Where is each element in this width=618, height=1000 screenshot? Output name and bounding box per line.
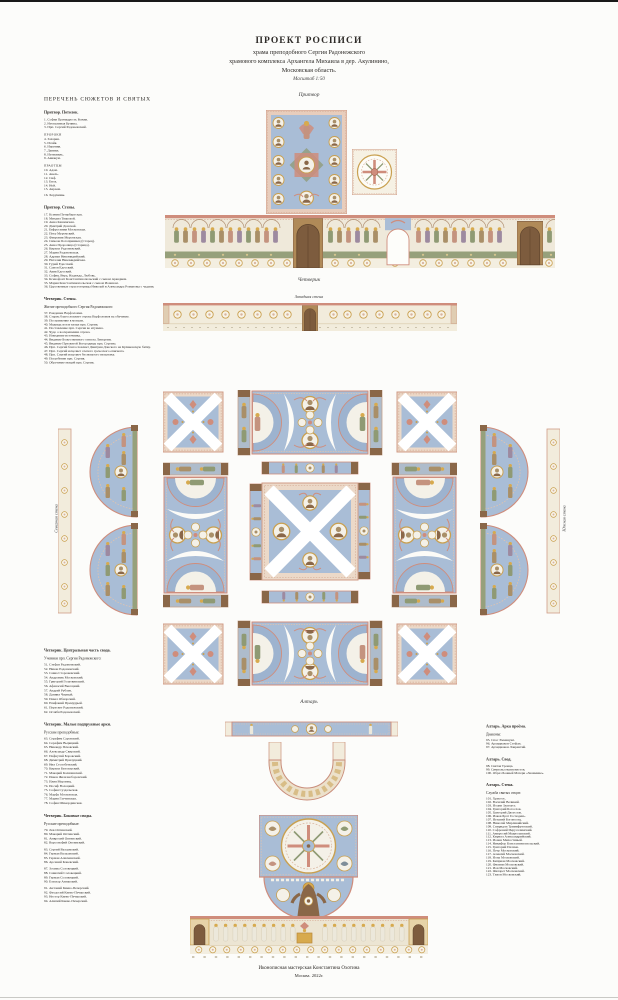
list-item: 28. Адриан Никомидийский. (44, 254, 86, 259)
list-item: 77. Мария Гатчинская. (44, 797, 77, 801)
bottom-medallion (300, 191, 314, 205)
list-item: 117. Алексий Московский. (486, 852, 525, 856)
list-item: 19. Анна Кашинская. (44, 220, 75, 225)
list-item: 113. Иоанн Милостивый. (486, 838, 523, 843)
list-item: 79. Лев Оптинский. (44, 828, 73, 832)
title-scale-note: Масштаб 1:50 (293, 77, 325, 83)
section-narthex-walls (44, 205, 209, 289)
list-item: 59. Павел Обнорский. (44, 697, 76, 701)
list-item: 64. Серафим Вырицкий. (44, 741, 80, 745)
list-item: 75. София Суздальская. (44, 788, 79, 793)
label-altar: Алтарь (300, 699, 318, 705)
list-item: 17. Ксения Петербургская. (44, 213, 83, 217)
list-item: 32. Авив Едесский. (44, 269, 72, 274)
altar-door-right (409, 919, 428, 945)
central-vault-square (262, 483, 358, 580)
list-item: 67. Пафнутий Боровский. (44, 754, 82, 758)
ceiling-plan (163, 390, 457, 686)
list-item: 101. Христос. (486, 797, 506, 801)
list-item: 97. Архидиакон Лаврентий. (486, 745, 527, 749)
list-item: 3. Прп. Сергий Радонежский. (44, 125, 87, 130)
list-item: 82. Варсонофий Оптинский. (44, 841, 86, 845)
list-item: 25. Анна Пророчица (Старица). (44, 243, 90, 247)
list-item: 20. Дмитрий Донской. (44, 224, 77, 228)
list-item: 34. Ксенофонт Константинопольский с сыном Аркадием. (44, 277, 127, 282)
list-item: 118. Иона Московский. (486, 855, 520, 860)
rosette-plate (352, 149, 397, 195)
west-wall-door (302, 305, 317, 331)
footer-date: Москва. 2022г. (294, 973, 324, 978)
apse-arch (260, 742, 354, 808)
list-item: 121. Иов Московский. (486, 866, 519, 870)
list-item: 115. Григорий Палама. (486, 845, 519, 850)
list-item: 94. Алипий Киево-Печерский. (44, 899, 88, 904)
workshop-credit: Иконописная мастерская Константина Охотина (258, 966, 360, 971)
section-subheading: Диаконы: (486, 732, 502, 737)
list-item: 11. Авель. (44, 172, 59, 176)
list-item: 86. Арсений Коневский. (44, 860, 79, 865)
list-item: 56. Афанасий Высоцкий. (44, 684, 81, 688)
list-item: 120. Филипп Московский. (486, 862, 524, 867)
section-subheading: Русские преподобные: (44, 730, 80, 735)
list-item: 78. София Шамординская. (44, 801, 83, 806)
subjects-column-middle (44, 648, 209, 911)
section-subheading: Ученики прп. Сергия Радонежского: (44, 656, 102, 661)
list-item: 23. Феврония Муромская. (44, 235, 82, 240)
section-items (486, 798, 611, 877)
title-subtitle-3: Московская область. (281, 66, 337, 74)
list-item: 91. Антоний Киево-Печерский. (44, 886, 90, 891)
list-item: 22. Петр Муромский. (44, 231, 75, 236)
list-item: 39. Пострижение в монахи. (44, 319, 84, 323)
list-item: 55. Григорий Голутвинский. (44, 680, 85, 684)
conch-theotokos (264, 877, 353, 919)
list-item: 109. Спиридон Тримифунтский. (486, 824, 533, 829)
list-item: 110. Софроний Иерусалимский. (486, 828, 533, 832)
list-item: 49. Погребение прп. Сергия. (44, 357, 86, 361)
list-item: 116. Петр Московский. (486, 849, 520, 853)
section-items (44, 118, 209, 198)
label-narthex: Притвор (298, 92, 320, 98)
section-subheading: Служба святых отцов: (486, 790, 521, 796)
list-item: 65. Никандр Псковский. (44, 745, 79, 750)
list-item: 60. Епифаний Премудрый. (44, 701, 83, 706)
list-item: 43. Изведение источника. (44, 334, 81, 338)
list-item: 40. Медведь возле кельи прп. Сергия. (44, 322, 99, 327)
title-subtitle-2: храмового комплекса Архангела Михаила в дер. Акулинино, (229, 57, 389, 65)
label-north-wall: Северная стена (53, 504, 59, 533)
list-item: 100. Образ Божией Матери «Знамение». (486, 771, 545, 775)
section-heading: Алтарь. Свод. (486, 756, 512, 762)
list-item: 10. Адам. (44, 168, 58, 173)
narthex-ceiling-plate (266, 110, 347, 214)
list-item: 88. Савватий Соловецкий. (44, 871, 82, 875)
list-item: 51. Стефан Радонежский. (44, 663, 81, 667)
list-item: 44. Видение Божественного огня на Литургии. (44, 338, 112, 342)
list-item: 108. Николай Мирликийский. (486, 821, 530, 825)
subjects-column-right (486, 724, 611, 885)
list-item: 122. Филарет Московский. (486, 869, 525, 874)
label-quadrangle: Четверик (297, 277, 321, 283)
list-item: 45. Видение Пресвятой Богородицы прп. Сергию. (44, 341, 117, 346)
section-items (486, 739, 611, 749)
list-item: 5. Исайя. (44, 141, 58, 145)
list-item: 104. Григорий Богослов. (486, 807, 522, 812)
section-altar-arch (486, 724, 611, 749)
section-items (44, 311, 209, 364)
list-item: 80. Макарий Оптинский. (44, 832, 80, 837)
apse-vault-plate (259, 815, 358, 921)
section-altar-wall (486, 783, 611, 877)
trinity-circle (282, 819, 336, 873)
narthex-door-left (293, 218, 323, 268)
section-items (44, 663, 209, 715)
list-item: 68. Димитрий Прилуцкий. (44, 758, 83, 763)
list-item: 35. Мария Константинопольская с сыном Иоанном. (44, 281, 119, 285)
list-item: 24. Симеон Богоприимец (Старец). (44, 239, 95, 244)
section-heading: Притвор. Стены. (44, 205, 75, 210)
list-item: 30. Гурий Едесский. (44, 262, 74, 266)
page-bottom-edge (0, 997, 618, 998)
section-altar-vault (486, 757, 611, 775)
section-heading: Алтарь. Стена. (486, 782, 514, 788)
list-item: 18. Михаил Тверской. (44, 216, 76, 221)
list-item: 102. Василий Великий. (486, 800, 520, 805)
section-quad-arches (44, 722, 209, 806)
list-item: 103. Иоанн Златоуст. (486, 804, 517, 808)
list-item: 83. Сергий Валаамский. (44, 847, 79, 852)
section-heading: Четверик. Стены. (44, 296, 77, 301)
list-item: 70. Кирилл Белозерский. (44, 767, 80, 771)
list-item: 13. Енох. (44, 180, 58, 184)
list-item: 54. Андроник Московский. (44, 675, 84, 680)
section-heading: Четверик. Малые подпружные арки. (44, 722, 111, 727)
list-item: 6. Иеремия. (44, 145, 61, 149)
list-gap (44, 129, 209, 131)
section-items (44, 828, 209, 904)
south-wall-elevation (480, 423, 560, 619)
list-item: ПРОРОКИ (44, 133, 62, 137)
list-item: 69. Нил Столобенский. (44, 762, 78, 767)
list-item: 50. Обретение мощей прп. Сергия. (44, 360, 95, 365)
list-item: 111. Амвросий Медиоланский. (486, 831, 531, 836)
section-items (486, 765, 611, 775)
list-item: 42. Чудо о воскрешении отрока. (44, 330, 91, 334)
list-item: 41. Поставление прп. Сергия во игумена. (44, 326, 104, 331)
section-quad-walls (44, 296, 209, 364)
list-item: 31. Самон Едесский. (44, 266, 74, 270)
list-item: 21. Евфросиния Московская. (44, 228, 86, 232)
list-item: 7. Даниил. (44, 149, 60, 153)
list-item: 93. Нестор Киево-Печерский. (44, 895, 87, 899)
list-item: 84. Герман Валаамский. (44, 852, 79, 856)
list-item: 53. Савва Сторожевский. (44, 671, 81, 676)
list-item: 33. София, Вера, Надежда, Любовь. (44, 273, 96, 278)
section-subheading: Русские преподобные: (44, 821, 80, 826)
label-west-wall: Западная стена (294, 294, 324, 299)
list-item: 4. Захария. (44, 137, 60, 142)
list-item: 105. Григорий Двоеслов. (486, 811, 522, 815)
list-item: ПРАОТЦЫ (44, 164, 62, 168)
list-item: 95. Спас Эммануил. (486, 738, 515, 742)
page-title: ПРОЕКТ РОСПИСИ (255, 36, 363, 46)
list-item: 92. Феодосий Киево-Печерский. (44, 890, 91, 895)
section-heading: Четверик. Центральная часть свода. (44, 648, 111, 653)
list-item: 66. Александр Свирский. (44, 749, 81, 754)
list-item: 89. Герман Соловецкий. (44, 875, 79, 880)
list-item: 58. Даниил Черный. (44, 693, 74, 697)
deacon-figure-right (369, 724, 372, 735)
section-heading: Алтарь. Арка проёма. (486, 724, 526, 729)
section-items (44, 737, 209, 806)
list-item: 112. Кирилл Александрийский. (486, 835, 532, 839)
list-item: 36. Царственные страстотерпцы Николай и Александра Романовы с чадами. (44, 285, 155, 289)
list-item: 81. Амвросий Оптинский. (44, 836, 82, 841)
subjects-column-left (44, 96, 209, 372)
list-item: 76. Марфа Московская. (44, 792, 78, 797)
list-item: 57. Андрей Рублев. (44, 688, 72, 693)
list-item: 63. Серафим Саровский. (44, 737, 80, 741)
list-item: 99. Символы евангелистов. (486, 767, 526, 772)
list-item: 1. София Премудрость Божия. (44, 118, 88, 122)
list-item: 2. Неопалимая Купина. (44, 121, 78, 126)
list-item: 85. Герман Аляскинский. (44, 856, 81, 860)
page-top-edge (0, 0, 618, 2)
altar-door-left (190, 919, 209, 945)
north-wall-elevation (58, 423, 138, 619)
list-item: 52. Никон Радонежский. (44, 667, 80, 671)
list-item: 106. Иаков Брат Господень. (486, 814, 526, 818)
list-item: 9. Аввакум. (44, 156, 61, 161)
list-item: 8. Иезекииль. (44, 152, 64, 157)
list-item: 98. Святая Троица. (486, 764, 514, 768)
section-items (44, 213, 209, 289)
list-item: 87. Зосима Соловецкий. (44, 867, 79, 871)
narthex-wall-elevation (165, 215, 555, 268)
section-quad-side-vaults (44, 813, 209, 904)
list-item: 14. Ной. (44, 183, 56, 188)
list-item: 12. Сиф. (44, 176, 57, 180)
list-item: 119. Киприан Московский. (486, 859, 525, 863)
narthex-door-right (517, 221, 543, 264)
section-heading: Четверик. Боковые своды. (44, 813, 93, 818)
list-item: 62. Ослябя Радонежский. (44, 710, 81, 714)
list-item: 90. Елеазар Анзерский. (44, 880, 78, 884)
list-item: 46. Прп. Сергий благословляет Дмитрия Донского на Куликовскую битву. (44, 345, 151, 350)
title-block (0, 37, 618, 82)
list-item: 48. Прп. Сергий исцеляет бесноватого вельможу. (44, 353, 115, 357)
arch-opening (385, 218, 411, 265)
list-item: 16. Херувимы. (44, 193, 66, 198)
list-item: 29. Наталия Никомидийская. (44, 258, 86, 263)
section-heading: Притвор. Потолок. (44, 110, 79, 115)
list-item: 74. Иосиф Волоцкий. (44, 784, 75, 788)
list-item: 71. Макарий Калязинский. (44, 771, 83, 775)
label-south-wall: Южная стена (561, 505, 567, 532)
footer (0, 966, 618, 979)
list-item: 61. Пересвет Радонежский. (44, 705, 84, 710)
list-item: 96. Архидиакон Стефан. (486, 741, 522, 746)
section-quad-vault-center (44, 648, 209, 715)
list-item: 73. Илия Муромец. (44, 780, 72, 784)
list-item: 72. Иаков Железноборовский. (44, 775, 88, 780)
altar-arch-band (225, 720, 398, 738)
list-item: 27. Мария Радонежская. (44, 250, 80, 255)
section-subheading: Житие преподобного Сергия Радонежского: (44, 304, 114, 309)
list-item: 26. Кирилл Радонежский. (44, 247, 82, 251)
list-item: 107. Игнатий Богоносец. (486, 817, 522, 822)
list-item: 38. Старец благословляет отрока Варфоломея на обучение. (44, 315, 130, 319)
burning-bush-icon (290, 148, 324, 182)
list-gap (44, 160, 209, 162)
section-narthex-ceiling (44, 110, 209, 198)
list-item: 47. Прп. Сергий исцеляет слепого греческого епископа. (44, 349, 125, 353)
altar-wall-elevation (190, 916, 428, 960)
title-subtitle-1: храма преподобного Сергия Радонежского (252, 48, 366, 56)
list-item: 37. Рождение Варфоломея. (44, 311, 83, 315)
list-item: 114. Никифор Константинопольский. (486, 842, 541, 846)
subjects-list-header: ПЕРЕЧЕНЬ СЮЖЕТОВ И СВЯТЫХ (44, 96, 151, 102)
list-item: 15. Авраам. (44, 187, 61, 192)
list-item: 123. Тихон Московский. (486, 873, 522, 877)
deacon-figure-left (250, 724, 253, 735)
